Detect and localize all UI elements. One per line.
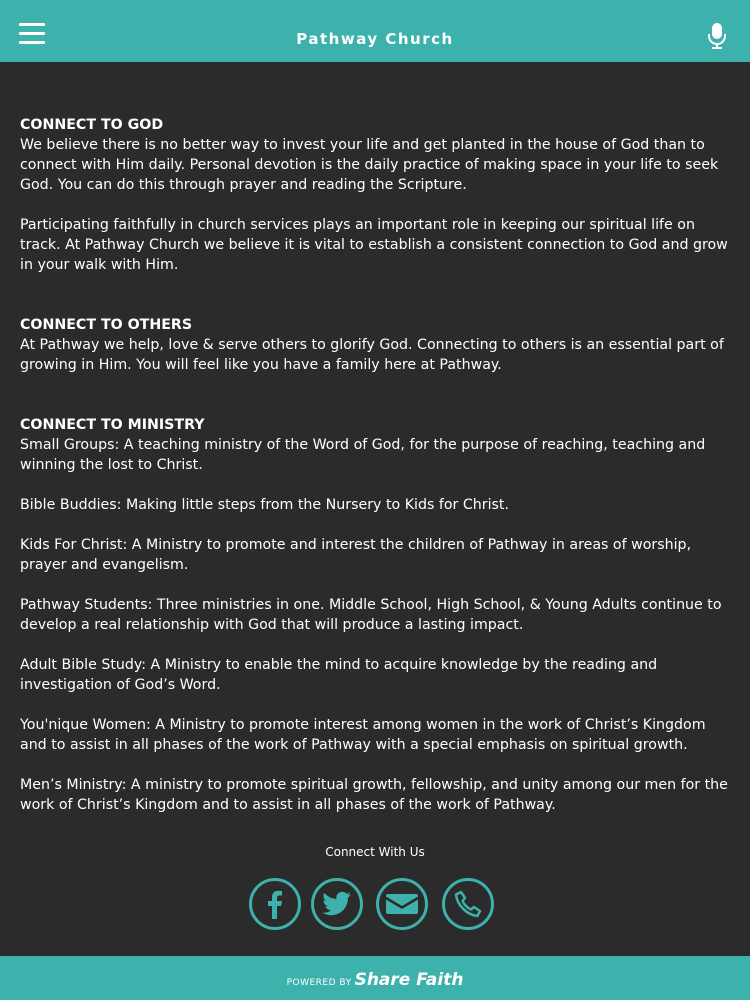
twitter-icon (322, 891, 352, 917)
powered-by (0, 970, 750, 990)
content-body (20, 115, 732, 815)
page-title: Pathway Church (296, 30, 454, 48)
email-icon (386, 892, 418, 916)
ministry-mens-ministry: Men’s Ministry: A ministry to promote spiritual growth, fellowship, and unity among our men for the work of Christ’s Kingdom and to assist in all phases of the work of Pathway. (20, 777, 728, 813)
connect-to-others-text: At Pathway we help, love & serve others to glorify God. Connecting to others is an essential part of growing in Him. You will feel like you have a family here at Pathway. (20, 337, 724, 373)
ministry-bible-buddies: Bible Buddies: Making little steps from the Nursery to Kids for Christ. (20, 497, 510, 513)
hamburger-line (19, 23, 45, 26)
ministry-adult-bible-study: Adult Bible Study: A Ministry to enable the mind to acquire knowledge by the reading and investigation of God’s Word. (20, 657, 658, 693)
footer-bar (0, 956, 750, 1000)
microphone-button[interactable] (706, 22, 728, 50)
connect-to-ministry-heading: CONNECT TO MINISTRY (20, 417, 205, 433)
connect-to-god-text-2: Participating faithfully in church services plays an important role in keeping our spiritual life on track. At Pathway Church we believe it is vital to establish a consistent connection to God and grow in your walk with Him. (20, 217, 728, 273)
twitter-button[interactable] (311, 878, 363, 930)
facebook-icon (262, 889, 288, 919)
sharefaith-logo: Share Faith (354, 970, 464, 990)
microphone-icon (706, 22, 728, 50)
ministry-small-groups: Small Groups: A teaching ministry of the Word of God, for the purpose of reaching, teaching and winning the lost to Christ. (20, 437, 706, 473)
phone-button[interactable] (442, 878, 494, 930)
ministry-kids-for-christ: Kids For Christ: A Ministry to promote and interest the children of Pathway in areas of worship, prayer and evangelism. (20, 537, 692, 573)
top-bar (0, 0, 750, 62)
connect-to-god-heading: CONNECT TO GOD (20, 117, 164, 133)
connect-to-others-heading: CONNECT TO OTHERS (20, 317, 193, 333)
powered-by-label: POWERED BY (286, 978, 352, 988)
email-button[interactable] (376, 878, 428, 930)
connect-to-god-text-1: We believe there is no better way to invest your life and get planted in the house of God than to connect with Him daily. Personal devotion is the daily practice of making space in your life to seek God. You can do this through prayer and reading the Scripture. (20, 137, 719, 193)
facebook-button[interactable] (249, 878, 301, 930)
ministry-pathway-students: Pathway Students: Three ministries in one. Middle School, High School, & Young Adults continue to develop a real relationship with God that will produce a lasting impact. (20, 597, 722, 633)
ministry-younique-women: You'nique Women: A Ministry to promote interest among women in the work of Christ’s Kingdom and to assist in all phases of the work of Pathway with a special emphasis on spiritual growth. (20, 717, 706, 753)
phone-icon (454, 890, 482, 918)
connect-with-us-label: Connect With Us (325, 845, 425, 859)
